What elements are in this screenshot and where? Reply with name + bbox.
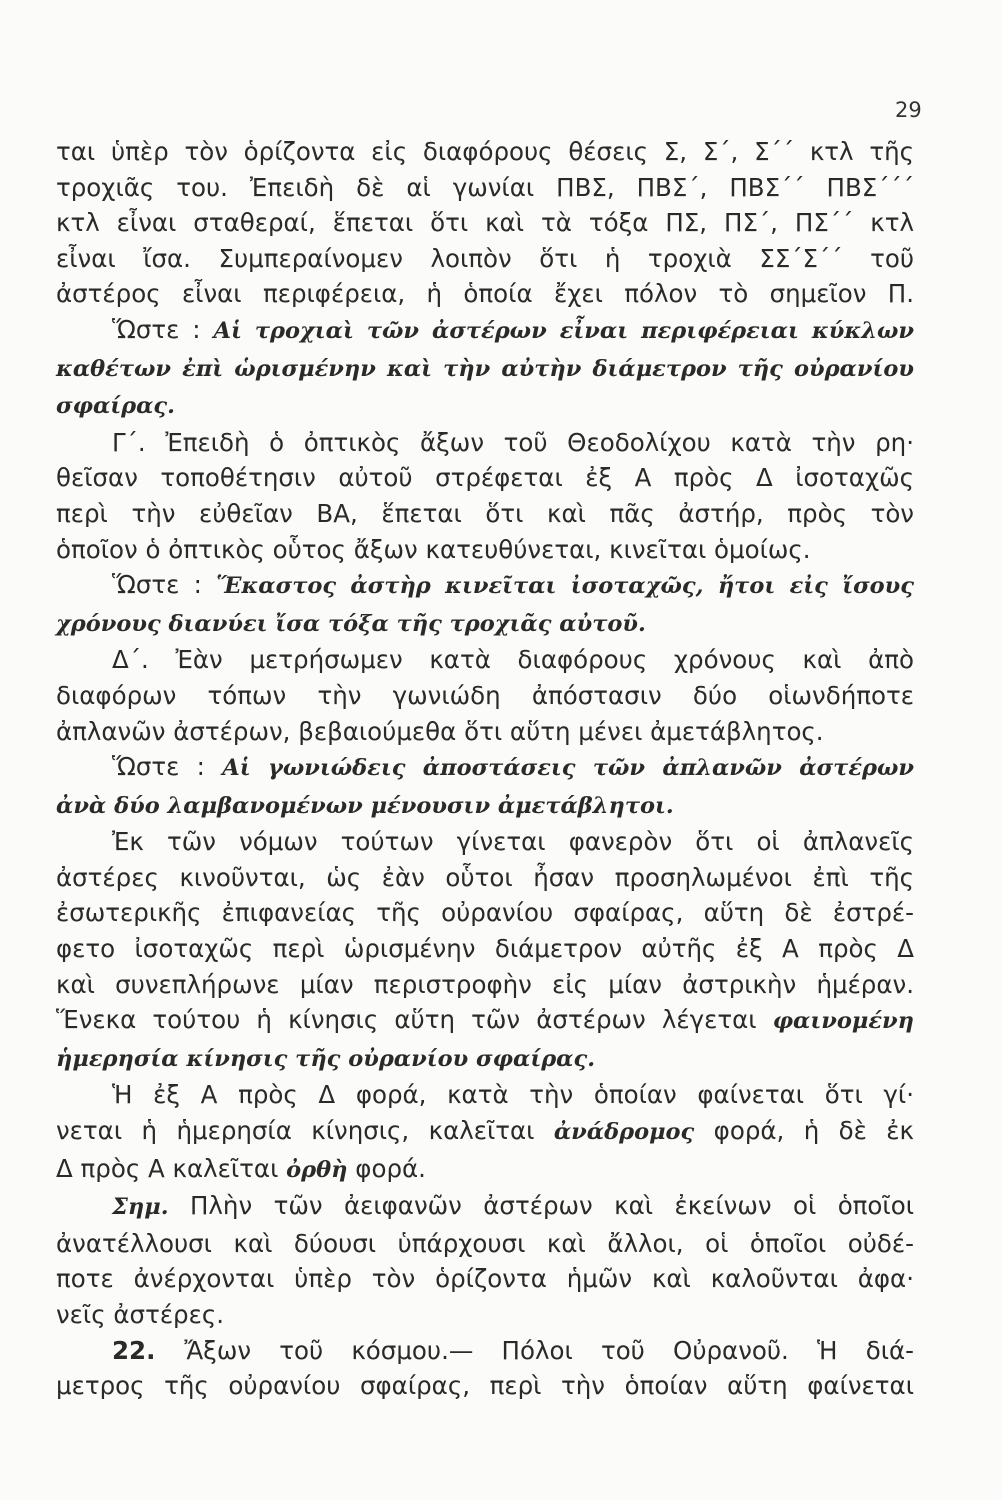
text-line <box>56 1188 914 1226</box>
text-segment: Πλὴν τῶν ἀειφανῶν ἀστέρων καὶ ἐκείνων οἱ ὁποῖοι <box>168 1191 914 1221</box>
text-line <box>56 931 914 967</box>
emphasis-text: χρόνους διανύει ἴσα τόξα τῆς τροχιᾶς αὐτοῦ. <box>56 610 646 637</box>
text-segment: Ἐκ τῶν νόμων τούτων γίνεται φανερὸν ὅτι οἱ ἀπλανεῖς <box>112 827 914 857</box>
text-line <box>56 1002 914 1040</box>
text-segment: μετρος τῆς οὐρανίου σφαίρας, περὶ τὴν ὁποίαν αὕτη φαίνεται <box>56 1371 914 1401</box>
text-line <box>56 787 914 825</box>
text-line <box>56 605 914 643</box>
text-segment: εἶναι ἴσα. Συμπεραίνομεν λοιπὸν ὅτι ἡ τροχιὰ ΣΣ΄Σ΄΄ τοῦ <box>56 243 914 273</box>
body-text <box>56 134 914 1404</box>
text-line <box>56 387 914 425</box>
text-line <box>56 170 914 206</box>
emphasis-text: Αἱ γωνιώδεις ἀποστάσεις τῶν ἀπλανῶν ἀστέρων <box>222 755 915 782</box>
text-segment: ἀστέρες κινοῦνται, ὡς ἐὰν οὗτοι ἦσαν προσηλωμένοι ἐπὶ τῆς <box>56 862 914 892</box>
text-line <box>56 425 914 461</box>
emphasis-text: ὀρθὴ <box>286 1156 348 1183</box>
text-segment: ἐσωτερικῆς ἐπιφανείας τῆς οὐρανίου σφαίρας, αὕτη δὲ ἐστρέ- <box>56 898 914 928</box>
text-line <box>56 205 914 241</box>
text-segment: διαφόρων τόπων τὴν γωνιώδη ἀπόστασιν δύο οἱωνδήποτε <box>56 680 914 710</box>
emphasis-text: ἡμερησία κίνησις τῆς οὐρανίου σφαίρας. <box>56 1045 596 1072</box>
emphasis-text: Σημ. <box>112 1194 169 1221</box>
text-segment: φορά. <box>347 1153 426 1183</box>
text-line <box>56 967 914 1003</box>
text-line <box>56 714 914 750</box>
emphasis-text: καθέτων ἐπὶ ὡρισμένην καὶ τὴν αὐτὴν διάμετρον τῆς οὐρανίου <box>56 355 914 382</box>
text-segment: νεῖς ἀστέρες. <box>56 1300 225 1329</box>
text-segment: ἀστέρος εἶναι περιφέρεια, ἡ ὁποία ἔχει πόλον τὸ σημεῖον Π. <box>56 279 914 309</box>
text-line <box>56 860 914 896</box>
text-line <box>56 496 914 532</box>
text-line <box>56 276 914 312</box>
emphasis-text: Αἱ τροχιαὶ τῶν ἀστέρων εἶναι περιφέρειαι κύκλων <box>213 317 915 344</box>
text-segment: Ὥστε : <box>112 570 217 600</box>
text-line <box>56 1226 914 1262</box>
text-segment: Ἕνεκα τούτου ἡ κίνησις αὕτη τῶν ἀστέρων λέγεται <box>56 1005 773 1035</box>
text-line <box>56 895 914 931</box>
text-line <box>56 1297 914 1333</box>
emphasis-text: ἀνάδρομος <box>553 1119 695 1146</box>
text-segment: ται ὑπὲρ τὸν ὁρίζοντα εἰς διαφόρους θέσεις Σ, Σ΄, Σ΄΄ κτλ τῆς <box>56 137 914 166</box>
text-segment: 22. <box>112 1335 185 1365</box>
text-segment: τροχιᾶς του. Ἐπειδὴ δὲ αἱ γωνίαι ΠΒΣ, ΠΒΣ΄, ΠΒΣ΄΄ ΠΒΣ΄΄΄ <box>56 172 914 202</box>
text-segment: Δ΄. Ἐὰν μετρήσωμεν κατὰ διαφόρους χρόνους καὶ ἀπὸ <box>112 645 914 675</box>
text-segment: περὶ τὴν εὐθεῖαν ΒΑ, ἕπεται ὅτι καὶ πᾶς ἀστήρ, πρὸς τὸν <box>56 498 914 528</box>
text-line <box>56 350 914 388</box>
emphasis-text: Ἕκαστος ἀστὴρ κινεῖται ἰσοταχῶς, ἤτοι εἰς ἴσους <box>216 573 914 600</box>
text-line <box>56 1151 914 1189</box>
emphasis-text: φαινομένη <box>772 1008 914 1035</box>
text-line <box>56 1113 914 1151</box>
text-segment: Ἡ ἐξ Α πρὸς Δ φορά, κατὰ τὴν ὁποίαν φαίνεται ὅτι γί· <box>112 1080 914 1110</box>
text-line <box>56 241 914 277</box>
text-line <box>56 312 914 350</box>
text-segment: Ὥστε : <box>112 752 223 782</box>
text-line <box>56 1368 914 1404</box>
text-segment: ὁποῖον ὁ ὀπτικὸς οὗτος ἄξων κατευθύνεται, κινεῖται ὁμοίως. <box>56 534 811 564</box>
text-segment: Γ΄. Ἐπειδὴ ὁ ὀπτικὸς ἄξων τοῦ Θεοδολίχου κατὰ τὴν ρη· <box>112 427 914 457</box>
text-segment: Ὥστε : <box>112 314 214 344</box>
text-segment: νεται ἡ ἡμερησία κίνησις, καλεῖται <box>56 1116 554 1146</box>
text-line <box>56 567 914 605</box>
emphasis-text: ἀνὰ δύο λαμβανομένων μένουσιν ἀμετάβλητοι. <box>56 792 674 819</box>
text-line <box>56 532 914 568</box>
text-line <box>56 460 914 496</box>
text-segment: κτλ εἶναι σταθεραί, ἕπεται ὅτι καὶ τὰ τόξα ΠΣ, ΠΣ΄, ΠΣ΄΄ κτλ <box>56 208 914 238</box>
text-line <box>56 1040 914 1078</box>
text-line <box>56 1333 914 1369</box>
emphasis-text: σφαίρας. <box>56 393 175 420</box>
text-segment: φετο ἰσοταχῶς περὶ ὡρισμένην διάμετρον αὐτῆς ἐξ Α πρὸς Δ <box>56 934 914 964</box>
text-segment: φορά, ἡ δὲ ἐκ <box>694 1116 914 1146</box>
text-segment: ἀπλανῶν ἀστέρων, βεβαιούμεθα ὅτι αὕτη μένει ἀμετάβλητος. <box>56 716 824 746</box>
text-segment: Ἄξων τοῦ κόσμου.— Πόλοι τοῦ Οὐρανοῦ. <box>184 1335 789 1365</box>
text-line <box>56 642 914 678</box>
text-line <box>56 678 914 714</box>
text-line <box>56 824 914 860</box>
text-segment: ἀνατέλλουσι καὶ δύουσι ὑπάρχουσι καὶ ἄλλοι, οἱ ὁποῖοι οὐδέ- <box>56 1228 914 1258</box>
text-line <box>56 134 914 170</box>
text-line <box>56 749 914 787</box>
text-segment: ποτε ἀνέρχονται ὑπὲρ τὸν ὁρίζοντα ἡμῶν καὶ καλοῦνται ἀφα· <box>56 1264 914 1294</box>
text-segment: Ἡ διά- <box>788 1335 914 1365</box>
text-segment: καὶ συνεπλήρωνε μίαν περιστροφὴν εἰς μίαν ἀστρικὴν ἡμέραν. <box>56 969 914 999</box>
page-number: 29 <box>895 98 922 122</box>
text-line <box>56 1077 914 1113</box>
text-segment: Δ πρὸς Α καλεῖται <box>56 1153 287 1183</box>
text-segment: θεῖσαν τοποθέτησιν αὐτοῦ στρέφεται ἐξ Α πρὸς Δ ἰσοταχῶς <box>56 463 914 493</box>
text-line <box>56 1261 914 1297</box>
